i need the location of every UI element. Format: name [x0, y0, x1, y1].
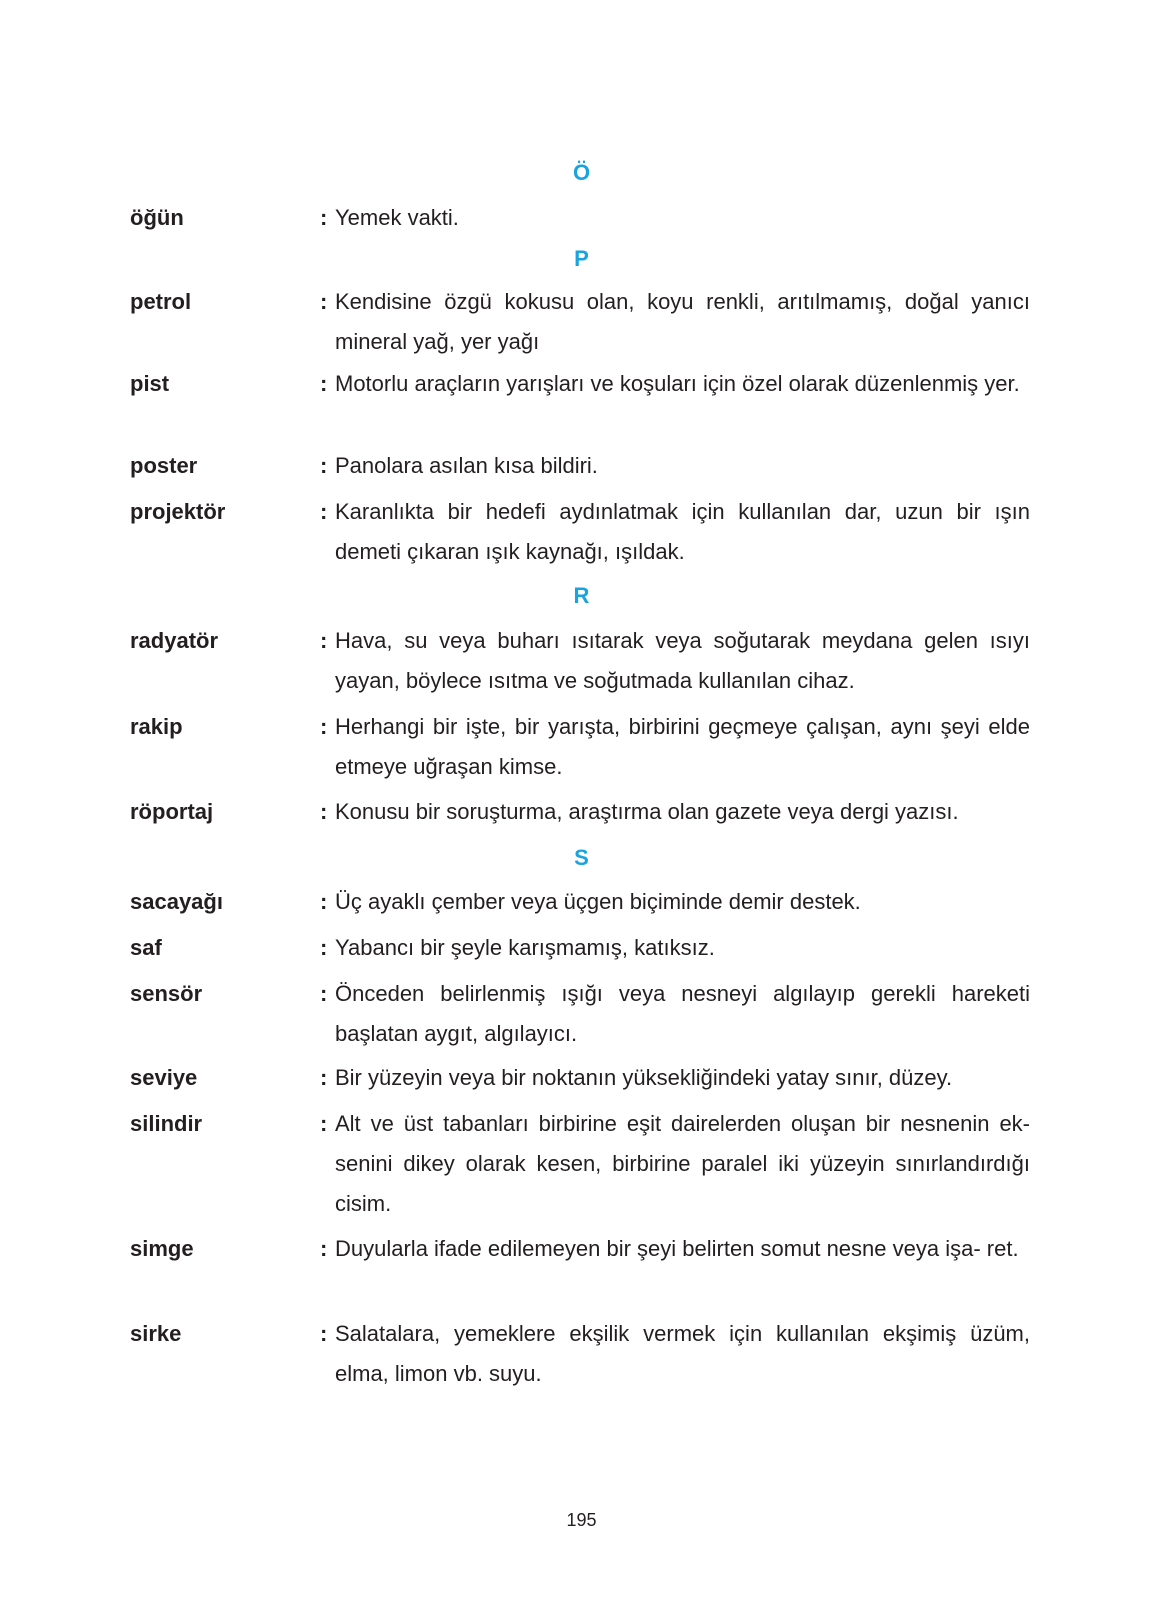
page-number: 195 [566, 1510, 597, 1530]
entry-term: pist [130, 371, 170, 396]
entry-colon: : [320, 628, 328, 653]
entry-term: poster [130, 453, 198, 478]
entry-colon: : [320, 453, 328, 478]
section-letter-r: R [573, 583, 590, 608]
entry-term: simge [130, 1236, 194, 1261]
entry-colon: : [320, 799, 328, 824]
entry-definition: Herhangi bir işte, bir yarışta, birbirini geçmeye çalışan, aynı şeyi elde etmeye uğraşan kimse. [335, 714, 1030, 779]
entry-colon: : [320, 371, 328, 396]
entry-term: sensör [130, 981, 203, 1006]
entry-term: projektör [130, 499, 226, 524]
entry-term: röportaj [130, 799, 214, 824]
entry-definition: Bir yüzeyin veya bir noktanın yüksekliğindeki yatay sınır, düzey. [335, 1065, 953, 1090]
entry-colon: : [320, 1321, 328, 1346]
entry-definition: Yabancı bir şeyle karışmamış, katıksız. [335, 935, 715, 960]
section-letter-s: S [574, 845, 589, 870]
entry-colon: : [320, 935, 328, 960]
entry-definition: Panolara asılan kısa bildiri. [335, 453, 598, 478]
entry-colon: : [320, 1236, 328, 1261]
entry-colon: : [320, 1065, 328, 1090]
section-letter-o: Ö [572, 160, 591, 185]
entry-colon: : [320, 1111, 328, 1136]
entry-definition: Üç ayaklı çember veya üçgen biçiminde demir destek. [335, 889, 861, 914]
entry-definition: Yemek vakti. [335, 205, 459, 230]
entry-definition: Duyularla ifade edilemeyen bir şeyi belirten somut nesne veya işa- ret. [335, 1236, 1019, 1261]
entry-colon: : [320, 289, 328, 314]
entry-definition: Hava, su veya buharı ısıtarak veya soğutarak meydana gelen ısıyı yayan, böylece ısıtma ve soğutmada kullanılan cihaz. [335, 628, 1030, 693]
entry-term: öğün [130, 205, 184, 230]
entry-colon: : [320, 499, 328, 524]
entry-colon: : [320, 981, 328, 1006]
entry-definition: Motorlu araçların yarışları ve koşuları için özel olarak düzenlenmiş yer. [335, 371, 1020, 396]
entry-colon: : [320, 205, 328, 230]
entry-colon: : [320, 714, 328, 739]
entry-definition: Salatalara, yemeklere ekşilik vermek için kullanılan ekşimiş üzüm, elma, limon vb. suyu. [335, 1321, 1030, 1386]
entry-term: rakip [130, 714, 183, 739]
entry-term: saf [130, 935, 162, 960]
entry-definition: Önceden belirlenmiş ışığı veya nesneyi algılayıp gerekli hareketi başlatan aygıt, algılayıcı. [335, 981, 1030, 1046]
entry-term: sirke [130, 1321, 182, 1346]
section-letter-p: P [574, 246, 589, 271]
entry-colon: : [320, 889, 328, 914]
entry-definition: Konusu bir soruşturma, araştırma olan gazete veya dergi yazısı. [335, 799, 959, 824]
entry-definition: Kendisine özgü kokusu olan, koyu renkli, arıtılmamış, doğal yanıcı mineral yağ, yer yağı [335, 289, 1030, 354]
entry-definition: Karanlıkta bir hedefi aydınlatmak için kullanılan dar, uzun bir ışın demeti çıkaran ışık kaynağı, ışıldak. [335, 499, 1030, 564]
entry-term: sacayağı [130, 889, 223, 914]
entry-term: seviye [130, 1065, 198, 1090]
entry-term: silindir [130, 1111, 203, 1136]
entry-definition: Alt ve üst tabanları birbirine eşit dairelerden oluşan bir nesnenin ek- senini dikey olarak kesen, birbirine paralel iki yüzeyin sınırlandırdığı cisim. [335, 1111, 1030, 1216]
entry-term: radyatör [130, 628, 219, 653]
entry-term: petrol [130, 289, 192, 314]
